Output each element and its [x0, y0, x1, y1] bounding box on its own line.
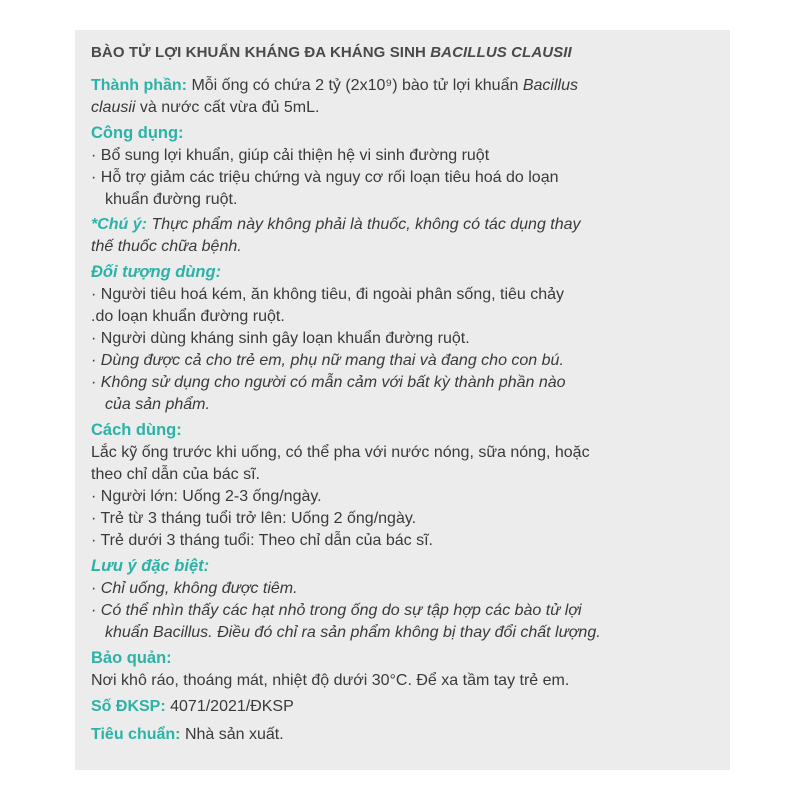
- list-item: · Bổ sung lợi khuẩn, giúp cải thiện hệ vi sinh đường ruột: [91, 147, 490, 164]
- title-italic: BACILLUS CLAUSII: [430, 44, 572, 61]
- section-cach-dung: [91, 419, 712, 552]
- so-dksp-label: Số ĐKSP:: [91, 698, 166, 715]
- list-item: · Người dùng kháng sinh gây loạn khuẩn đường ruột.: [91, 330, 470, 347]
- tieu-chuan-label: Tiêu chuẩn:: [91, 726, 181, 743]
- so-dksp-value: 4071/2021/ĐKSP: [170, 698, 294, 715]
- list-item: Lắc kỹ ống trước khi uống, có thể pha với nước nóng, sữa nóng, hoặc: [91, 444, 590, 461]
- product-info-panel: [75, 30, 730, 770]
- cach-dung-label: Cách dùng:: [91, 421, 182, 439]
- list-item: · Dùng được cả cho trẻ em, phụ nữ mang thai và đang cho con bú.: [91, 352, 564, 369]
- section-luu-y: [91, 555, 712, 644]
- luu-y-label: Lưu ý đặc biệt:: [91, 557, 210, 575]
- list-item: · Chỉ uống, không được tiêm.: [91, 580, 298, 597]
- list-item: .do loạn khuẩn đường ruột.: [91, 308, 285, 325]
- doi-tuong-label: Đối tượng dùng:: [91, 263, 222, 281]
- thanh-phan-label: Thành phần:: [91, 77, 187, 94]
- list-item: · Không sử dụng cho người có mẫn cảm với bất kỳ thành phần nào: [91, 374, 566, 391]
- list-item: khuẩn đường ruột.: [105, 191, 238, 208]
- bao-quan-text: Nơi khô ráo, thoáng mát, nhiệt độ dưới 30°C. Để xa tầm tay trẻ em.: [91, 672, 570, 689]
- section-so-dksp: [91, 696, 712, 718]
- thanh-phan-line2-italic: clausii: [91, 99, 136, 116]
- tieu-chuan-value: Nhà sản xuất.: [184, 726, 284, 743]
- thanh-phan-line1-italic: Bacillus: [522, 77, 578, 94]
- section-doi-tuong: [91, 261, 712, 416]
- list-item: · Có thể nhìn thấy các hạt nhỏ trong ống do sự tập hợp các bào tử lợi: [91, 602, 582, 619]
- list-item: của sản phẩm.: [105, 396, 210, 413]
- list-item: · Trẻ từ 3 tháng tuổi trở lên: Uống 2 ống/ngày.: [91, 510, 417, 527]
- bao-quan-label: Bảo quản:: [91, 649, 172, 667]
- cong-dung-label: Công dụng:: [91, 124, 184, 142]
- thanh-phan-line1: Mỗi ống có chứa 2 tỷ (2x10⁹) bào tử lợi khuẩn: [191, 77, 519, 94]
- list-item: · Trẻ dưới 3 tháng tuổi: Theo chỉ dẫn của bác sĩ.: [91, 532, 433, 549]
- title-main: BÀO TỬ LỢI KHUẨN KHÁNG ĐA KHÁNG SINH: [91, 44, 426, 61]
- thanh-phan-line2: và nước cất vừa đủ 5mL.: [139, 99, 320, 116]
- list-item: · Người tiêu hoá kém, ăn không tiêu, đi ngoài phân sống, tiêu chảy: [91, 286, 565, 303]
- section-cong-dung: [91, 122, 712, 211]
- section-bao-quan: [91, 647, 712, 692]
- list-item: khuẩn Bacillus. Điều đó chỉ ra sản phẩm không bị thay đổi chất lượng.: [105, 624, 601, 641]
- section-thanh-phan: [91, 75, 712, 119]
- section-tieu-chuan: [91, 724, 712, 746]
- list-item: · Người lớn: Uống 2-3 ống/ngày.: [91, 488, 322, 505]
- list-item: · Hỗ trợ giảm các triệu chứng và nguy cơ rối loạn tiêu hoá do loạn: [91, 169, 559, 186]
- chu-y-label: *Chú ý:: [91, 216, 147, 233]
- product-title: [91, 44, 712, 61]
- list-item: theo chỉ dẫn của bác sĩ.: [91, 466, 260, 483]
- chu-y-line2: thế thuốc chữa bệnh.: [91, 238, 242, 255]
- section-chu-y: [91, 214, 712, 258]
- chu-y-line1: Thực phẩm này không phải là thuốc, không có tác dụng thay: [151, 216, 581, 233]
